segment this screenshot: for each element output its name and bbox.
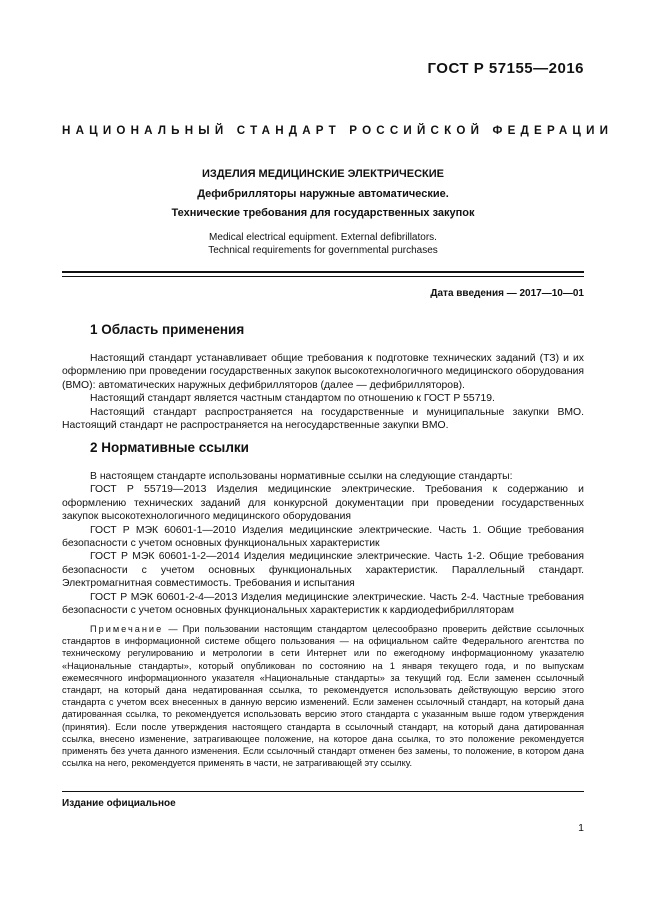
- note-label: Примечание: [90, 624, 164, 634]
- references-paragraph: ГОСТ Р МЭК 60601-1-2—2014 Изделия медицинские электрические. Часть 1-2. Общие требования безопасности с учетом основных функциональных характеристик. Параллельный стандарт. Электромагнитная совместимость. Требования и испытания: [62, 551, 584, 590]
- references-paragraph: ГОСТ Р 55719—2013 Изделия медицинские электрические. Требования к содержанию и оформлению технических заданий для конкурсной документации при проведении государственных закупок высокотехнологичного медицинского оборудования: [62, 484, 584, 523]
- references-note: [62, 623, 584, 769]
- title-line-2: Дефибрилляторы наружные автоматические.: [197, 188, 449, 200]
- scope-paragraph: Настоящий стандарт является частным стандартом по отношению к ГОСТ Р 55719.: [90, 393, 495, 405]
- english-title-line-2: Technical requirements for governmental purchases: [208, 245, 438, 256]
- national-standard-banner: НАЦИОНАЛЬНЫЙ СТАНДАРТ РОССИЙСКОЙ ФЕДЕРАЦИИ: [62, 124, 614, 137]
- references-paragraph: ГОСТ Р МЭК 60601-1—2010 Изделия медицинские электрические. Часть 1. Общие требования безопасности с учетом основных функциональных характеристик: [62, 524, 584, 550]
- title-divider-thin: [62, 276, 584, 277]
- references-paragraph: ГОСТ Р МЭК 60601-2-4—2013 Изделия медицинские электрические. Часть 2-4. Частные требования безопасности с учетом основных функциональных характеристик к кардиодефибрилляторам: [62, 591, 584, 617]
- section-references-body: [62, 470, 584, 617]
- scope-paragraph: Настоящий стандарт распространяется на государственные и муниципальные закупки ВМО. Настоящий стандарт не распространяется на негосударственные закупки ВМО.: [62, 406, 584, 432]
- footer-divider: [62, 791, 584, 792]
- section-heading-scope: 1 Область применения: [90, 322, 245, 337]
- page-number: 1: [578, 822, 584, 834]
- scope-paragraph: Настоящий стандарт устанавливает общие требования к подготовке технических заданий (ТЗ) и их оформлению при проведении государственных закупок высокотехнологичного медицинского оборудования (ВМО): автоматических наружных дефибрилляторов (далее — дефибрилляторов).: [62, 353, 584, 391]
- introduction-date: Дата введения — 2017—10—01: [430, 288, 584, 299]
- references-paragraph: В настоящем стандарте использованы нормативные ссылки на следующие стандарты:: [90, 471, 513, 482]
- title-divider-thick: [62, 271, 584, 273]
- official-edition-label: Издание официальное: [62, 798, 176, 809]
- section-heading-references: 2 Нормативные ссылки: [90, 440, 249, 455]
- section-scope-body: [62, 352, 584, 432]
- gost-code: ГОСТ Р 57155—2016: [427, 60, 584, 77]
- note-text: — При пользовании настоящим стандартом целесообразно проверить действие ссылочных стандартов в информационной системе общего пользования — на официальном сайте Федерального агентства по техническому регулированию и метрологии в сети Интернет или по ежегодному информационному указателю «Национальные стандарты», который опубликован по состоянию на 1 января текущего года, и по выпускам ежемесячного информационного указателя «Национальные стандарты» за текущий год. Если заменен ссылочный стандарт, на который дана недатированная ссылка, то рекомендуется использовать действующую версию этого стандарта с учетом всех внесенных в данную версию изменений. Если заменен ссылочный стандарт, на который дана датированная ссылка, то рекомендуется использовать версию этого стандарта с указанным выше годом утверждения (принятия). Если после утверждения настоящего стандарта в ссылочный стандарт, на который дана датированная ссылка, внесено изменение, затрагивающее положение, на которое дана ссылка, то это положение рекомендуется применять без учета данного изменения. Если ссылочный стандарт отменен без замены, то положение, в котором дана ссылка на него, рекомендуется применять в части, не затрагивающей эту ссылку.: [62, 624, 584, 769]
- english-title-line-1: Medical electrical equipment. External defibrillators.: [209, 232, 437, 243]
- title-line-1: ИЗДЕЛИЯ МЕДИЦИНСКИЕ ЭЛЕКТРИЧЕСКИЕ: [201, 168, 445, 180]
- title-line-3: Технические требования для государственных закупок: [171, 207, 475, 219]
